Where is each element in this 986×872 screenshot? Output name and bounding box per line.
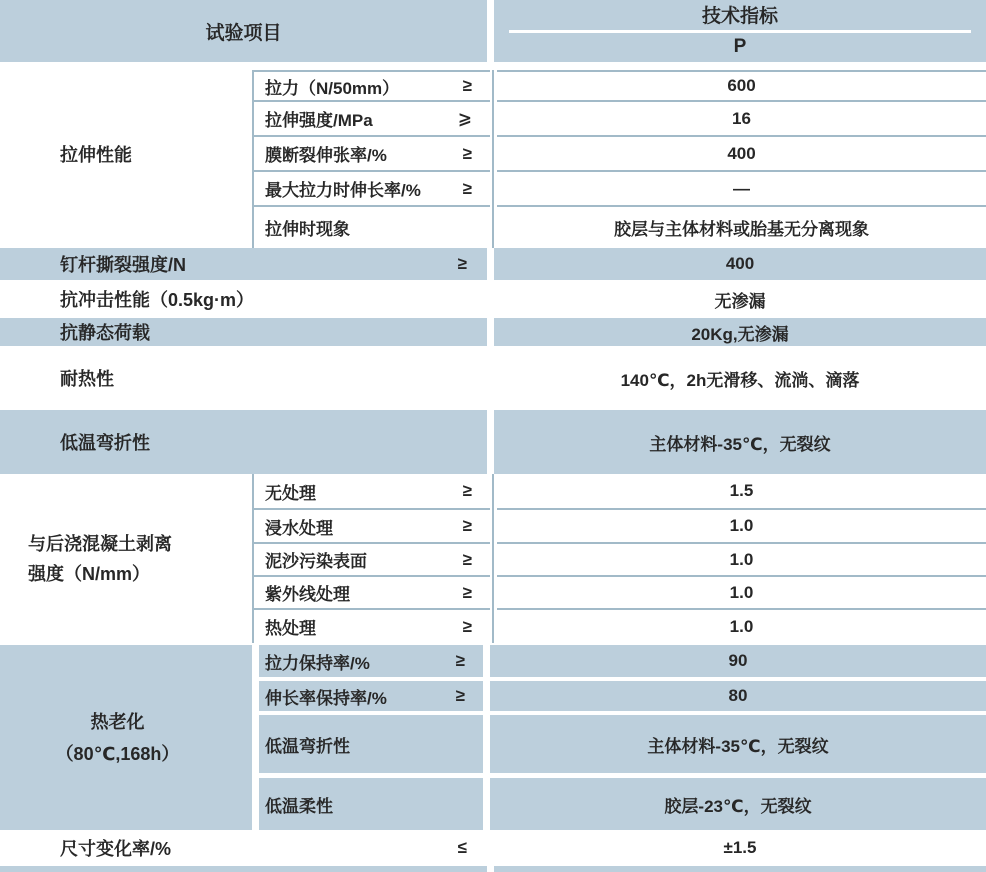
row-value: 1.0 <box>497 542 986 575</box>
row-label: 低温弯折性 <box>60 433 150 453</box>
row-value: 1.0 <box>497 575 986 608</box>
table-row <box>252 135 986 170</box>
row-value: 140℃，2h无滑移、流淌、滴落 <box>494 346 986 410</box>
group-label-line2: 强度（N/mm） <box>28 563 151 584</box>
row-label: 钉杆撕裂强度/N <box>60 255 186 275</box>
table-row <box>259 778 986 830</box>
section-peel <box>0 474 986 643</box>
table-row <box>252 542 986 575</box>
table-row <box>259 715 986 773</box>
header-test-items: 试验项目 <box>0 0 487 62</box>
group-label-line1: 与后浇混凝土剥离 <box>28 533 172 554</box>
section-heat-aging <box>0 645 986 830</box>
lte-symbol: ≤ <box>457 838 467 857</box>
row-value: 90 <box>490 645 986 677</box>
gte-symbol: ≥ <box>462 549 472 569</box>
header-tech-index <box>494 0 986 62</box>
row-label: 伸长率保持率/% <box>265 688 387 708</box>
row-value: 主体材料-35℃，无裂纹 <box>490 715 986 773</box>
column-divider <box>252 474 254 643</box>
column-divider <box>492 474 494 643</box>
row-label: 低温弯折性 <box>265 736 350 756</box>
bottom-strip <box>0 866 986 872</box>
row-value: 16 <box>497 100 986 135</box>
table-row <box>252 205 986 248</box>
table-row <box>252 170 986 205</box>
row-value: 1.0 <box>497 508 986 542</box>
row-impact <box>0 280 986 318</box>
row-label: 最大拉力时伸长率/% <box>265 181 421 200</box>
row-dimension-change <box>0 832 986 864</box>
row-heat-resistance <box>0 346 986 410</box>
row-label: 拉伸强度/MPa <box>265 111 373 130</box>
table-row <box>259 681 986 711</box>
gte-symbol: ≥ <box>462 516 472 535</box>
gte-symbol: ⩾ <box>457 108 472 128</box>
table-header <box>0 0 986 62</box>
row-label: 低温柔性 <box>265 796 333 816</box>
row-label: 拉力保持率/% <box>265 653 370 673</box>
header-grade-p: P <box>733 36 747 58</box>
group-label: 拉伸性能 <box>60 145 132 165</box>
gte-symbol: ≥ <box>457 254 467 273</box>
row-value: 1.5 <box>729 481 754 500</box>
table-row <box>252 575 986 608</box>
row-label: 浸水处理 <box>265 518 333 538</box>
row-label: 尺寸变化率/% <box>60 839 172 859</box>
gte-symbol: ≥ <box>462 76 472 95</box>
group-label-line1: 热老化 <box>90 711 145 732</box>
row-label: 紫外线处理 <box>265 585 350 604</box>
row-label: 无处理 <box>265 483 316 503</box>
row-value: 主体材料-35℃，无裂纹 <box>494 410 986 474</box>
column-divider <box>252 70 254 248</box>
group-label-line2: （80℃,168h） <box>55 743 180 764</box>
table-row <box>252 508 986 542</box>
row-value: 20Kg,无渗漏 <box>494 318 986 346</box>
gte-symbol: ≥ <box>462 582 472 602</box>
row-label: 拉伸时现象 <box>265 220 350 239</box>
row-value: 80 <box>490 681 986 711</box>
row-label: 热处理 <box>265 619 316 638</box>
row-low-temp-bend <box>0 410 986 474</box>
section-tensile-label <box>0 62 252 248</box>
column-divider <box>492 70 494 248</box>
gte-symbol: ≥ <box>462 616 472 636</box>
row-value: 胶层-23℃，无裂纹 <box>490 778 986 830</box>
gte-symbol: ≥ <box>455 651 465 670</box>
row-value: 无渗漏 <box>494 280 986 318</box>
section-tensile <box>0 62 986 248</box>
row-static-load <box>0 318 986 346</box>
row-value: ±1.5 <box>494 832 986 864</box>
row-label: 膜断裂伸张率/% <box>265 146 387 165</box>
row-label: 耐热性 <box>60 369 114 389</box>
table-row <box>252 608 986 643</box>
table-row <box>252 100 986 135</box>
row-value: 400 <box>497 135 986 170</box>
gte-symbol: ≥ <box>462 143 472 163</box>
row-value: 600 <box>497 70 986 100</box>
row-label: 抗冲击性能（0.5kg·m） <box>60 290 255 310</box>
header-gutter <box>487 0 494 62</box>
table-row <box>252 474 986 508</box>
table-row <box>252 70 986 100</box>
row-value: 400 <box>494 248 986 280</box>
row-label: 泥沙污染表面 <box>265 552 367 571</box>
section-heat-aging-label <box>0 645 252 830</box>
gte-symbol: ≥ <box>455 686 465 705</box>
row-nail-tear <box>0 248 986 280</box>
row-value: 1.0 <box>497 608 986 643</box>
section-peel-label <box>0 474 252 643</box>
gte-symbol: ≥ <box>462 481 472 500</box>
row-value: — <box>497 170 986 205</box>
row-value: 胶层与主体材料或胎基无分离现象 <box>497 205 986 248</box>
header-tech-index-title: 技术指标 <box>701 6 778 28</box>
table-row <box>259 645 986 677</box>
row-label: 抗静态荷载 <box>60 323 150 343</box>
gte-symbol: ≥ <box>462 178 472 198</box>
row-label: 拉力（N/50mm） <box>265 78 400 98</box>
